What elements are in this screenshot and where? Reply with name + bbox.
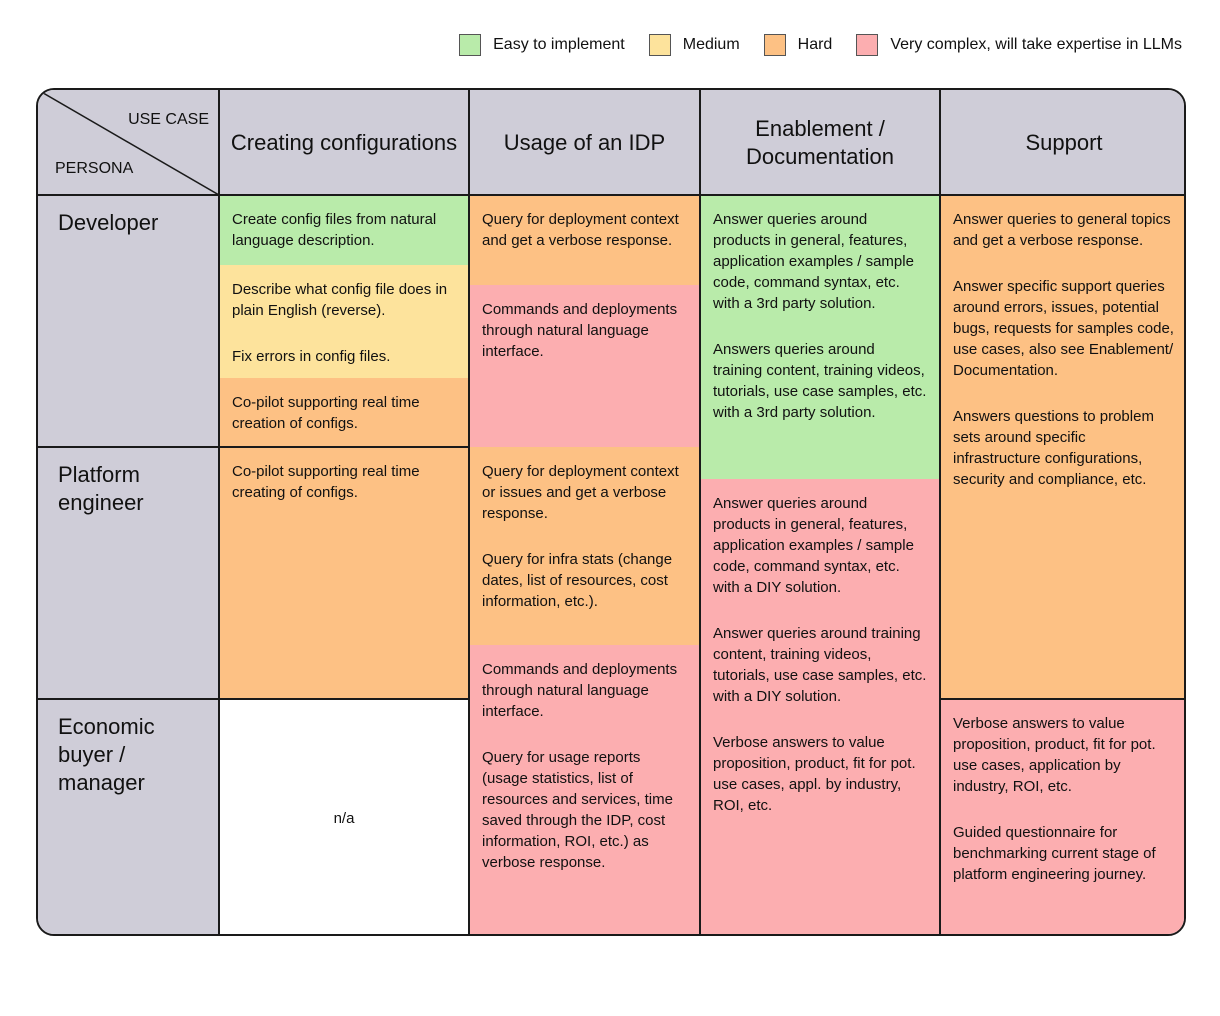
legend-label-easy: Easy to implement (493, 36, 625, 53)
grid-line (939, 90, 941, 934)
legend-item-hard (764, 34, 833, 56)
cell-text: Describe what config file does in plain English (reverse). (232, 281, 448, 319)
grid-line (940, 698, 1186, 700)
cell-support-complex (940, 699, 1186, 936)
column-header-usage-of-idp (469, 90, 700, 195)
legend-item-medium (649, 34, 740, 56)
persona-developer (38, 195, 219, 447)
grid-line (38, 194, 1186, 196)
legend-item-easy (459, 34, 625, 56)
cell-text: Answer specific support queries around errors, issues, potential bugs, requests for samples code, use cases, also see Enablement/ Documentation. (953, 278, 1174, 379)
grid-line (38, 446, 469, 448)
column-header-label: Usage of an IDP (503, 129, 666, 155)
legend-label-very-complex: Very complex, will take expertise in LLMs (890, 36, 1182, 53)
cell-text: Commands and deployments through natural language interface. (482, 661, 678, 720)
corner-persona-label: PERSONA (55, 160, 134, 177)
cell-text: Fix errors in config files. (232, 348, 391, 365)
cell-creating-developer-easy (219, 195, 469, 265)
cell-text: Answer queries around products in general, features, application examples / sample code, command syntax, etc. with a DIY solution. (713, 495, 914, 596)
cell-text: Verbose answers to value proposition, product, fit for pot. use cases, appl. by industry, ROI, etc. (713, 734, 916, 814)
cell-text: Query for usage reports (usage statistics, list of resources and services, time saved through the IDP, cost information, ROI, etc.) as verbose response. (482, 749, 673, 871)
legend-label-medium: Medium (682, 36, 740, 53)
persona-label: Economic buyer / manager (58, 714, 155, 795)
cell-text: Answers questions to problem sets around specific infrastructure configurations, security and compliance, etc. (953, 408, 1154, 488)
column-header-label: Support (1025, 129, 1103, 155)
legend-swatch-medium (649, 34, 671, 56)
cell-text: Answers queries around training content, training videos, tutorials, use case samples, etc. with a 3rd party solution. (713, 341, 927, 421)
column-header-label: Creating configurations (230, 129, 458, 155)
persona-platform-engineer (38, 447, 219, 699)
cell-text: Query for infra stats (change dates, list of resources, cost information, etc.). (482, 551, 673, 610)
legend-swatch-hard (764, 34, 786, 56)
cell-usage-platform-engineer-hard (469, 447, 700, 645)
cell-creating-developer-hard (219, 378, 469, 447)
column-header-support (940, 90, 1186, 195)
persona-use-case-matrix (36, 88, 1186, 936)
corner-use-case-label: USE CASE (128, 111, 209, 128)
cell-enablement-complex (700, 479, 940, 936)
cell-text: Co-pilot supporting real time creation of configs. (232, 394, 420, 432)
persona-label: Developer (58, 210, 159, 235)
cell-enablement-easy (700, 195, 940, 479)
cell-text: Create config files from natural language description. (232, 211, 437, 249)
legend-swatch-easy (459, 34, 481, 56)
cell-support-hard (940, 195, 1186, 699)
grid-line (38, 698, 469, 700)
column-header-label: Enablement / Documentation (746, 115, 894, 169)
legend-item-very-complex (856, 34, 1182, 56)
cell-text: n/a (333, 810, 355, 827)
legend-label-hard: Hard (797, 36, 833, 53)
cell-usage-platform-economic-complex (469, 645, 700, 936)
persona-label: Platform engineer (58, 462, 144, 515)
cell-creating-platform-engineer-hard (219, 447, 469, 699)
cell-text: Answer queries around products in general, features, application examples / sample code, command syntax, etc. with a 3rd party solution. (713, 211, 914, 312)
cell-usage-developer-hard (469, 195, 700, 285)
persona-economic-buyer-manager (38, 699, 219, 936)
column-header-enablement-documentation (700, 90, 940, 195)
grid-line (218, 90, 220, 934)
cell-text: Answer queries to general topics and get a verbose response. (953, 211, 1171, 249)
cell-creating-developer-medium (219, 265, 469, 378)
grid-line (699, 90, 701, 934)
cell-creating-economic-buyer-na (219, 699, 469, 936)
cell-text: Guided questionnaire for benchmarking current stage of platform engineering journey. (953, 824, 1156, 883)
column-header-creating-configurations (219, 90, 469, 195)
cell-text: Co-pilot supporting real time creating of configs. (232, 463, 420, 501)
legend (435, 34, 1182, 56)
cell-text: Verbose answers to value proposition, product, fit for pot. use cases, application by industry, ROI, etc. (953, 715, 1156, 795)
cell-text: Query for deployment context or issues and get a verbose response. (482, 463, 679, 522)
corner-header (38, 90, 219, 195)
grid-line (468, 90, 470, 934)
legend-swatch-very-complex (856, 34, 878, 56)
cell-usage-developer-complex (469, 285, 700, 447)
cell-text: Answer queries around training content, training videos, tutorials, use case samples, etc. with a DIY solution. (713, 625, 927, 705)
cell-text: Commands and deployments through natural language interface. (482, 301, 678, 360)
cell-text: Query for deployment context and get a verbose response. (482, 211, 679, 249)
